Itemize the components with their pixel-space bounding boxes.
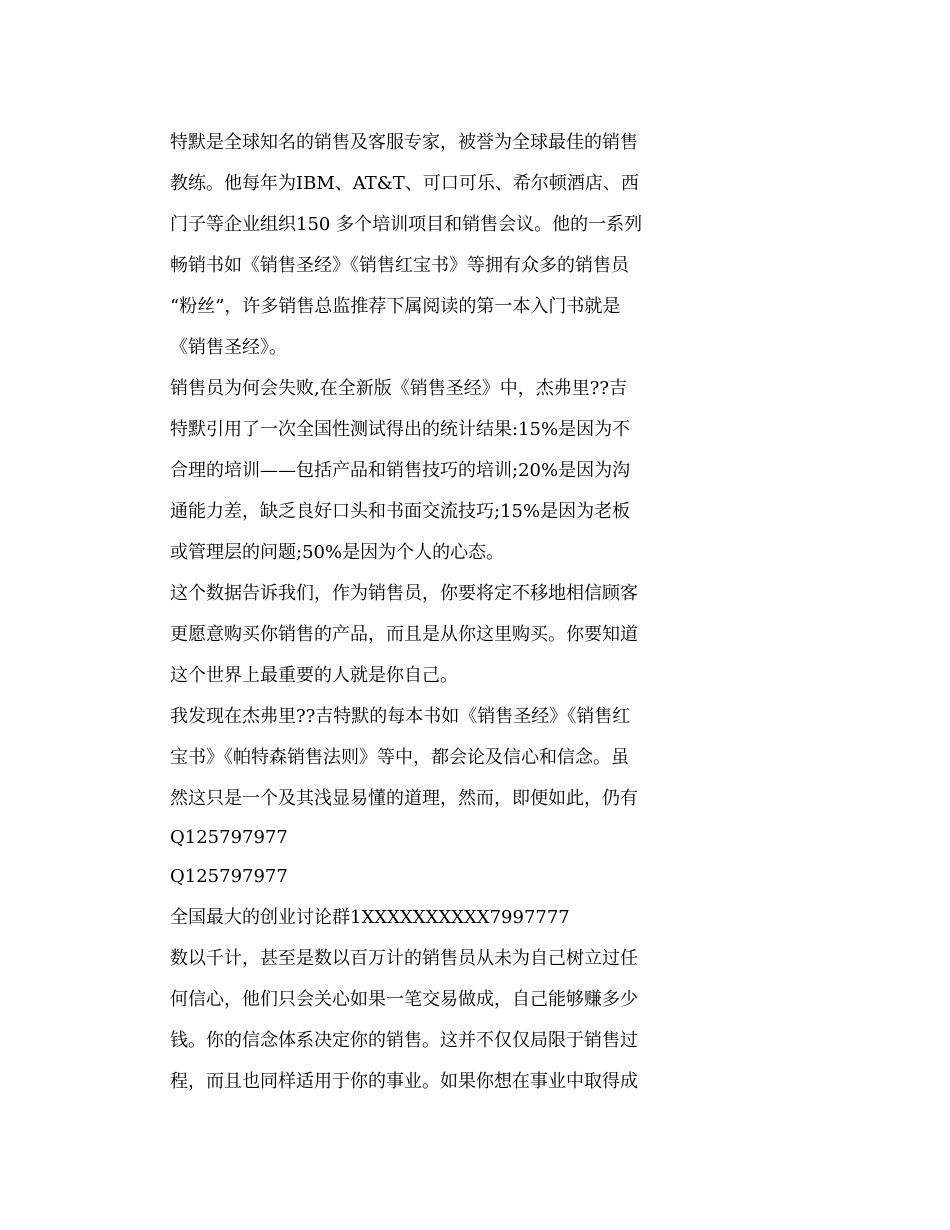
text-line: 更愿意购买你销售的产品，而且是从你这里购买。你要知道 <box>170 624 638 645</box>
text-line: “粉丝”，许多销售总监推荐下属阅读的第一本入门书就是 <box>170 296 621 317</box>
text-line: 特默引用了一次全国性测试得出的统计结果:15%是因为不 <box>170 419 631 440</box>
text-line: 程，而且也同样适用于你的事业。如果你想在事业中取得成 <box>170 1071 638 1092</box>
text-line: 这个世界上最重要的人就是你自己。 <box>170 665 458 686</box>
text-line: 合理的培训——包括产品和销售技巧的培训;20%是因为沟 <box>170 460 631 481</box>
text-line: 畅销书如《销售圣经》《销售红宝书》等拥有众多的销售员 <box>170 255 629 276</box>
text-line: Q125797977 <box>170 827 288 848</box>
text-line: 全国最大的创业讨论群1XXXXXXXXXX7997777 <box>170 907 570 928</box>
text-line: 通能力差，缺乏良好口头和书面交流技巧;15%是因为老板 <box>170 501 631 522</box>
text-line: 宝书》《帕特森销售法则》等中，都会论及信心和信念。虽 <box>170 747 629 768</box>
text-line: 门子等企业组织150 多个培训项目和销售会议。他的一系列 <box>170 214 643 235</box>
text-line: 数以千计，甚至是数以百万计的销售员从未为自己树立过任 <box>170 948 638 969</box>
text-line: 这个数据告诉我们，作为销售员，你要将定不移地相信顾客 <box>170 583 638 604</box>
text-line: Q125797977 <box>170 866 288 887</box>
text-line: 然这只是一个及其浅显易懂的道理，然而，即便如此，仍有 <box>170 788 638 809</box>
text-line: 教练。他每年为IBM、AT&T、可口可乐、希尔顿酒店、西 <box>170 173 639 194</box>
text-line: 钱。你的信念体系决定你的销售。这并不仅仅局限于销售过 <box>170 1030 638 1051</box>
text-line: 我发现在杰弗里??吉特默的每本书如《销售圣经》《销售红 <box>170 706 631 727</box>
text-line: 或管理层的问题;50%是因为个人的心态。 <box>170 542 505 563</box>
text-line: 特默是全球知名的销售及客服专家，被誉为全球最佳的销售 <box>170 132 638 153</box>
text-line: 《销售圣经》。 <box>170 337 287 358</box>
text-line: 何信心，他们只会关心如果一笔交易做成，自己能够赚多少 <box>170 989 638 1010</box>
text-line: 销售员为何会失败,在全新版《销售圣经》中，杰弗里??吉 <box>170 378 628 399</box>
